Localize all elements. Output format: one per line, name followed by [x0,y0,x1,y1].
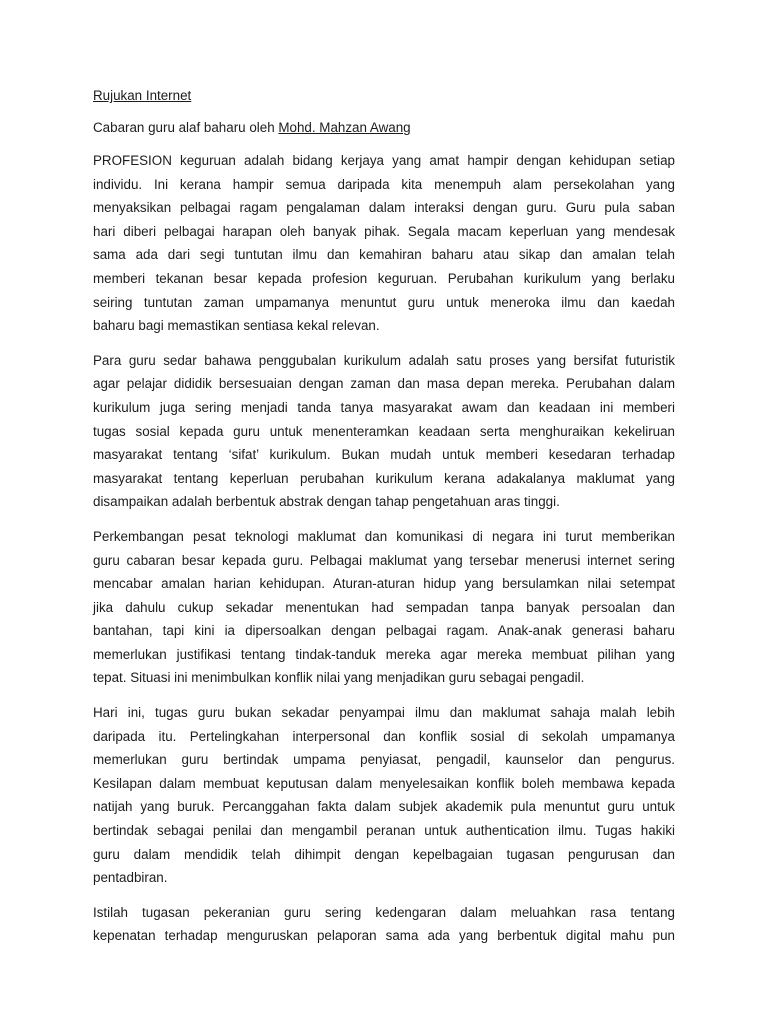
paragraph-line: jika dahulu cukup sekadar menentukan had sempadan tanpa banyak persoalan dan [93,599,675,615]
paragraph-line: Hari ini, tugas guru bukan sekadar penyampai ilmu dan maklumat sahaja malah lebih [93,705,675,721]
paragraph-line: baharu bagi memastikan sentiasa kekal relevan. [93,318,380,334]
section-heading-text: Rujukan Internet [93,88,192,103]
paragraph-line: memerlukan justifikasi tentang tindak-tanduk mereka agar mereka membuat pilihan yang [93,646,675,662]
document-body [93,85,675,948]
paragraph-line: Istilah tugasan pekeranian guru sering kedengaran dalam meluahkan rasa tentang [93,904,675,920]
paragraph-line: menyaksikan pelbagai ragam pengalaman dalam interaksi dengan guru. Guru pula saban [93,200,675,216]
paragraph [93,701,675,890]
paragraph-line: kepenatan terhadap menguruskan pelaporan sama ada yang berbentuk digital mahu pun [93,928,675,944]
paragraph-line: Kesilapan dalam membuat keputusan dalam menyelesaikan konflik boleh membawa kepada [93,775,675,791]
paragraph-line: memberi tekanan besar kepada profesion keguruan. Perubahan kurikulum yang berlaku [93,270,675,286]
article-title [93,117,675,138]
paragraph-line: agar pelajar dididik bersesuaian dengan zaman dan masa depan mereka. Perubahan dalam [93,376,675,392]
paragraph-line: masyarakat tentang ‘sifat’ kurikulum. Bukan mudah untuk memberi kesedaran terhadap [93,447,675,463]
paragraph-line: pentadbiran. [93,870,168,886]
paragraph-line: kurikulum juga sering menjadi tanda tanya masyarakat awam dan keadaan ini memberi [93,399,675,415]
author-link[interactable]: Mohd. Mahzan Awang [278,120,411,135]
paragraph-line: individu. Ini kerana hampir semua daripada kita menempuh alam persekolahan yang [93,176,675,192]
paragraph [93,349,675,514]
paragraph-line: Para guru sedar bahawa penggubalan kurikulum adalah satu proses yang bersifat futuristik [93,352,675,368]
section-heading [93,85,675,106]
paragraph-line: Perkembangan pesat teknologi maklumat dan komunikasi di negara ini turut memberikan [93,528,675,544]
paragraph [93,901,675,948]
paragraph-line: tugas sosial kepada guru untuk menenteramkan keadaan serta menghuraikan kekeliruan [93,423,675,439]
paragraph-line: bantahan, tapi kini ia dipersoalkan dengan pelbagai ragam. Anak-anak generasi baharu [93,623,675,639]
paragraph-line: bertindak sebagai penilai dan mengambil peranan untuk authentication ilmu. Tugas hakiki [93,823,675,839]
article-title-text: Cabaran guru alaf baharu oleh [93,120,279,135]
paragraph-line: guru cabaran besar kepada guru. Pelbagai maklumat yang tersebar menerusi internet sering [93,552,675,568]
article-paragraphs [93,149,675,948]
paragraph-line: guru dalam mendidik telah dihimpit dengan kepelbagaian tugasan pengurusan dan [93,846,675,862]
paragraph-line: mencabar amalan harian kehidupan. Aturan-aturan hidup yang bersulamkan nilai setempat [93,576,675,592]
paragraph-line: PROFESION keguruan adalah bidang kerjaya yang amat hampir dengan kehidupan setiap [93,153,675,168]
paragraph [93,525,675,690]
paragraph-line: memerlukan guru bertindak umpama penyiasat, pengadil, kaunselor dan pengurus. [93,752,675,768]
paragraph-line: masyarakat tentang keperluan perubahan kurikulum kerana adakalanya maklumat yang [93,470,675,486]
paragraph-line: tepat. Situasi ini menimbulkan konflik nilai yang menjadikan guru sebagai pengadil. [93,670,585,686]
paragraph-line: daripada itu. Pertelingkahan interpersonal dan konflik sosial di sekolah umpamanya [93,728,675,744]
paragraph-line: seiring tuntutan zaman umpamanya menuntut guru untuk meneroka ilmu dan kaedah [93,294,675,310]
paragraph-line: sama ada dari segi tuntutan ilmu dan kemahiran baharu atau sikap dan amalan telah [93,247,675,263]
paragraph-line: natijah yang buruk. Percanggahan fakta dalam subjek akademik pula menuntut guru untuk [93,799,675,815]
paragraph [93,149,675,338]
paragraph-line: hari diberi pelbagai harapan oleh banyak pihak. Segala macam keperluan yang mendesak [93,223,675,239]
paragraph-line: disampaikan adalah berbentuk abstrak dengan tahap pengetahuan aras tinggi. [93,494,560,510]
